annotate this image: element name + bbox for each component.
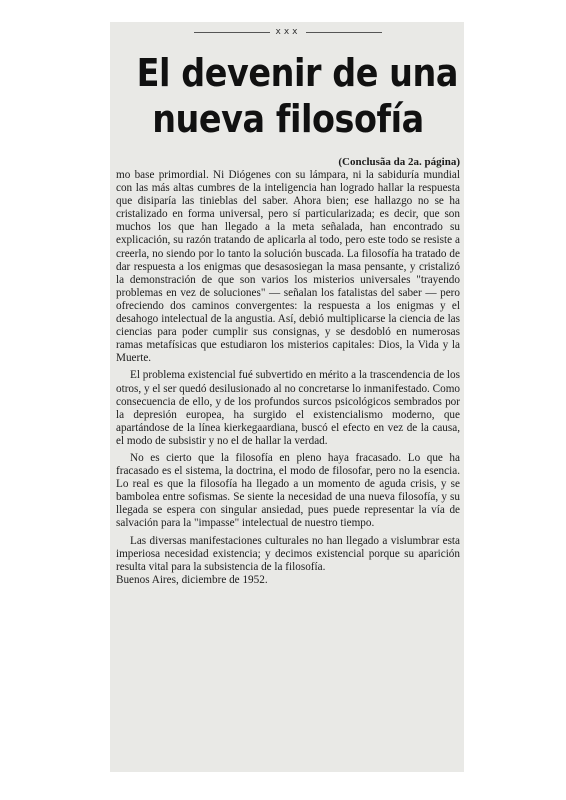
ornament-rule-left [194, 32, 270, 33]
article-paragraph: El problema existencial fué subvertido en mérito a la trascendencia de los otros, y el ser quedó desilusionado al no concretarse lo inmanifestado. Como consecuencia de ello, y de los profundos surcos psicológicos sembrados por la depresión europea, ha surgido el existencialismo moderno, que apartándose de la línea kierkegaardiana, buscó el efecto en vez de la causa, el modo de subsistir y no el de hallar la verdad. [116, 369, 460, 447]
article-paragraph: mo base primordial. Ni Diógenes con su lámpara, ni la sabiduría mundial con las más altas cumbres de la inteligencia han logrado hallar la respuesta que disiparía las tinieblas del saber. Ahora bien; ese hallazgo no se ha cristalizado en forma universal, pero sí particularizada; es decir, que son muchos los que han llegado a la meta señalada, han encontrado su explicación, su razón tratando de aplicarla al todo, pero este todo se resiste a creerla, no siendo por lo tanto la solución buscada. La filosofía ha tratado de dar respuesta a los enigmas que desasosiegan la masa pensante, y cristalizó la demonstración de que son varios los misterios universales "trayendo problemas en vez de soluciones" — señalan los fatalistas del saber — pero ofreciendo dos caminos convergentes: la respuesta a los enigmas y el desahogo intelectual de la angustia. Así, debió multiplicarse la ciencia de las ciencias para poder cumplir sus consignas, y se desdobló en numerosas ramas metafísicas que estudiaron los misterios capitales: Dios, la Vida y la Muerte. [116, 169, 460, 365]
newspaper-clipping [110, 22, 464, 772]
article-paragraph: Las diversas manifestaciones culturales no han llegado a vislumbrar esta imperiosa necesidad existencia; y decimos existencial porque su aparición resulta vital para la subsistencia de la filosofía. [116, 534, 460, 573]
continuation-note: (Conclusãa da 2a. página) [338, 156, 460, 168]
headline-line-1: El devenir de una [136, 51, 459, 95]
ornament-rule-right [306, 32, 382, 33]
article-body [116, 169, 460, 587]
article-signoff: Buenos Aires, diciembre de 1952. [116, 573, 268, 586]
ornament-mark: xxx [275, 27, 301, 37]
article-headline [136, 50, 459, 142]
header-ornament [116, 26, 460, 38]
article-paragraph: No es cierto que la filosofía en pleno haya fracasado. Lo que ha fracasado es el sistema, la doctrina, el modo de filosofar, pero no la esencia. Lo real es que la filosofía ha llegado a un momento de aguda crisis, y se bambolea entre sofismas. Se siente la necesidad de una nueva filosofía, y su llegada se espera con singular ansiedad, pues puede representar la vía de salvación para la "impasse" intelectual de nuestro tiempo. [116, 451, 460, 530]
headline-line-2: nueva filosofía [152, 97, 424, 141]
